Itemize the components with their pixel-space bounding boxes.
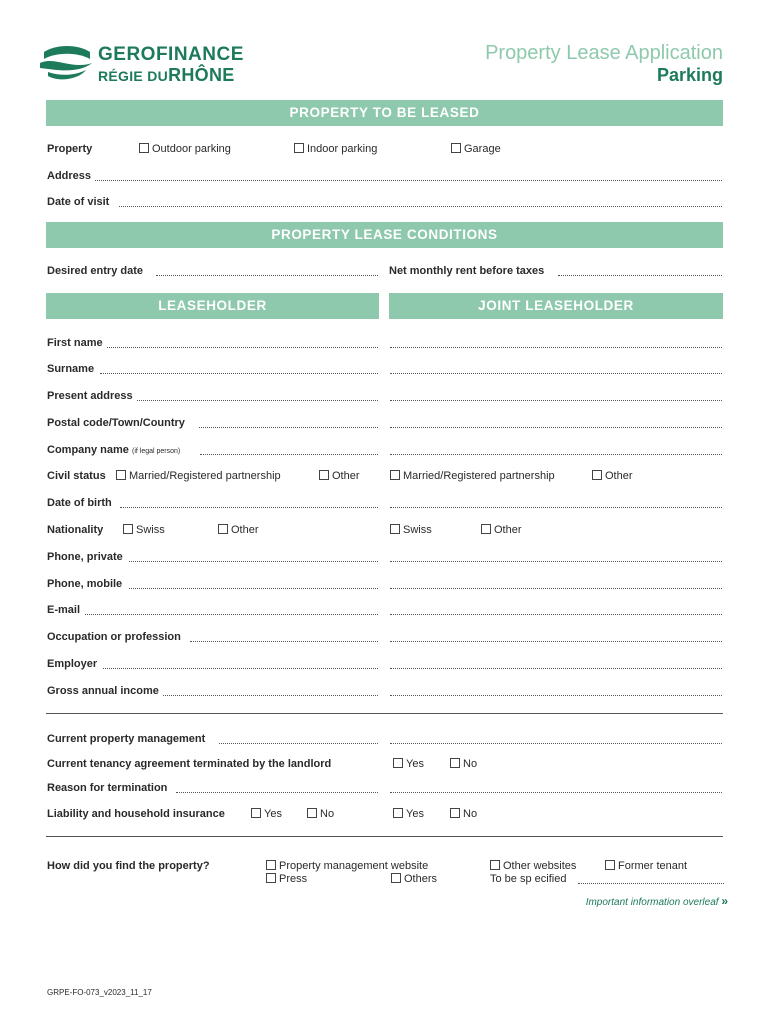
company-field[interactable] xyxy=(200,454,378,455)
section-conditions: PROPERTY LEASE CONDITIONS xyxy=(46,222,723,248)
option-label: Yes xyxy=(406,758,424,770)
option-label: Property management website xyxy=(279,860,429,872)
joint-civil-other[interactable] xyxy=(592,470,633,483)
income-label: Gross annual income xyxy=(47,685,159,697)
present-address-field[interactable] xyxy=(137,400,378,401)
terminated-label: Current tenancy agreement terminated by the landlord xyxy=(47,758,332,770)
joint-present-address-field[interactable] xyxy=(390,400,722,401)
entry-label: Desired entry date xyxy=(47,265,143,277)
section-leaseholder: LEASEHOLDER xyxy=(46,293,379,319)
company-text: Company name xyxy=(47,444,129,456)
option-label: Married/Registered partnership xyxy=(129,470,281,482)
joint-nat-swiss[interactable] xyxy=(390,524,432,537)
phone-mobile-field[interactable] xyxy=(129,588,378,589)
reason-field[interactable] xyxy=(176,792,378,793)
joint-employer-field[interactable] xyxy=(390,668,722,669)
address-field[interactable] xyxy=(95,180,722,181)
joint-phone-private-field[interactable] xyxy=(390,561,722,562)
occupation-field[interactable] xyxy=(190,641,378,642)
postal-field[interactable] xyxy=(199,427,378,428)
joint-current-management-field[interactable] xyxy=(390,743,722,744)
option-label: No xyxy=(463,808,478,820)
first-name-label: First name xyxy=(47,337,103,349)
joint-insurance-no[interactable] xyxy=(450,808,477,821)
joint-postal-field[interactable] xyxy=(390,427,722,428)
option-label: Other websites xyxy=(503,860,577,872)
overleaf-note[interactable] xyxy=(586,895,728,909)
company-label xyxy=(47,444,180,458)
checkbox[interactable] xyxy=(450,758,460,768)
joint-income-field[interactable] xyxy=(390,695,722,696)
checkbox[interactable] xyxy=(116,470,126,480)
nat-swiss[interactable] xyxy=(123,524,165,537)
checkbox[interactable] xyxy=(481,524,491,534)
insurance-no[interactable] xyxy=(307,808,334,821)
civil-other[interactable] xyxy=(319,470,360,483)
checkbox[interactable] xyxy=(294,143,304,153)
section-property: PROPERTY TO BE LEASED xyxy=(46,100,723,126)
option-garage[interactable] xyxy=(451,143,501,156)
visit-field[interactable] xyxy=(119,206,722,207)
option-label: Garage xyxy=(464,143,501,155)
found-former-tenant[interactable] xyxy=(605,860,687,873)
option-label: Swiss xyxy=(403,524,432,536)
checkbox[interactable] xyxy=(307,808,317,818)
postal-label: Postal code/Town/Country xyxy=(47,417,185,429)
occupation-label: Occupation or profession xyxy=(47,631,181,643)
joint-civil-married[interactable] xyxy=(390,470,555,483)
terminated-yes[interactable] xyxy=(393,758,424,771)
nationality-label: Nationality xyxy=(47,524,104,536)
checkbox[interactable] xyxy=(393,758,403,768)
rent-field[interactable] xyxy=(558,275,722,276)
property-label: Property xyxy=(47,143,93,155)
option-label: Married/Registered partnership xyxy=(403,470,555,482)
checkbox[interactable] xyxy=(139,143,149,153)
logo-mark-icon xyxy=(38,46,94,82)
checkbox[interactable] xyxy=(391,873,401,883)
email-field[interactable] xyxy=(85,614,378,615)
insurance-label: Liability and household insurance xyxy=(47,808,225,820)
first-name-field[interactable] xyxy=(107,347,378,348)
option-label: No xyxy=(463,758,478,770)
visit-label: Date of visit xyxy=(47,196,110,208)
dob-label: Date of birth xyxy=(47,497,112,509)
found-press[interactable] xyxy=(266,873,307,886)
insurance-yes[interactable] xyxy=(251,808,282,821)
joint-phone-mobile-field[interactable] xyxy=(390,588,722,589)
option-label: Press xyxy=(279,873,308,885)
phone-mobile-label: Phone, mobile xyxy=(47,578,123,590)
address-label: Address xyxy=(47,170,92,182)
option-label: Swiss xyxy=(136,524,165,536)
phone-private-field[interactable] xyxy=(129,561,378,562)
overleaf-text: Important information overleaf xyxy=(585,897,719,908)
joint-email-field[interactable] xyxy=(390,614,722,615)
terminated-no[interactable] xyxy=(450,758,477,771)
divider xyxy=(46,836,723,837)
option-label: Yes xyxy=(264,808,282,820)
specify-field[interactable] xyxy=(578,883,724,884)
form-code: GRPE-FO-073_v2023_11_17 xyxy=(47,988,152,997)
current-management-field[interactable] xyxy=(219,743,378,744)
checkbox[interactable] xyxy=(450,808,460,818)
address-present-label: Present address xyxy=(47,390,133,402)
checkbox[interactable] xyxy=(592,470,602,480)
phone-private-label: Phone, private xyxy=(47,551,123,563)
brand-line1: GEROFINANCE xyxy=(98,44,244,65)
joint-insurance-yes[interactable] xyxy=(393,808,424,821)
option-label: Indoor parking xyxy=(307,143,378,155)
option-label: Other xyxy=(332,470,360,482)
section-joint: JOINT LEASEHOLDER xyxy=(389,293,723,319)
company-note: (if legal person) xyxy=(131,448,181,455)
option-label: Outdoor parking xyxy=(152,143,231,155)
found-question: How did you find the property? xyxy=(47,860,210,872)
option-outdoor[interactable] xyxy=(139,143,231,156)
reason-label: Reason for termination xyxy=(47,782,168,794)
joint-reason-field[interactable] xyxy=(390,792,722,793)
income-field[interactable] xyxy=(163,695,378,696)
option-label: No xyxy=(320,808,335,820)
dob-field[interactable] xyxy=(120,507,378,508)
checkbox[interactable] xyxy=(490,860,500,870)
joint-surname-field[interactable] xyxy=(390,373,722,374)
checkbox[interactable] xyxy=(266,860,276,870)
checkbox[interactable] xyxy=(605,860,615,870)
checkbox[interactable] xyxy=(319,470,329,480)
option-label: Others xyxy=(404,873,438,885)
found-other-websites[interactable] xyxy=(490,860,576,873)
rent-label: Net monthly rent before taxes xyxy=(389,265,545,277)
joint-first-name-field[interactable] xyxy=(390,347,722,348)
divider xyxy=(46,713,723,714)
civil-married[interactable] xyxy=(116,470,281,483)
entry-field[interactable] xyxy=(156,275,378,276)
option-label: Other xyxy=(605,470,633,482)
brand-line2 xyxy=(98,65,235,86)
checkbox[interactable] xyxy=(218,524,228,534)
checkbox[interactable] xyxy=(251,808,261,818)
surname-field[interactable] xyxy=(100,373,378,374)
option-indoor[interactable] xyxy=(294,143,377,156)
joint-nat-other[interactable] xyxy=(481,524,522,537)
brand-line2-a: RÉGIE DU xyxy=(98,68,169,84)
checkbox[interactable] xyxy=(390,524,400,534)
brand-line2-b: RHÔNE xyxy=(168,65,235,85)
page-title: Property Lease Application xyxy=(485,42,723,64)
found-website[interactable] xyxy=(266,860,428,873)
option-label: Former tenant xyxy=(618,860,688,872)
option-label: Other xyxy=(231,524,259,536)
found-others[interactable] xyxy=(391,873,437,886)
checkbox[interactable] xyxy=(123,524,133,534)
option-label: Yes xyxy=(406,808,424,820)
joint-company-field[interactable] xyxy=(390,454,722,455)
email-label: E-mail xyxy=(47,604,81,616)
checkbox[interactable] xyxy=(451,143,461,153)
checkbox[interactable] xyxy=(393,808,403,818)
joint-dob-field[interactable] xyxy=(390,507,722,508)
double-chevron-icon: » xyxy=(721,894,728,908)
checkbox[interactable] xyxy=(390,470,400,480)
employer-field[interactable] xyxy=(103,668,378,669)
civil-label: Civil status xyxy=(47,470,106,482)
specify-label: To be sp ecified xyxy=(490,873,567,885)
joint-occupation-field[interactable] xyxy=(390,641,722,642)
surname-label: Surname xyxy=(47,363,95,375)
page-subtitle: Parking xyxy=(656,65,723,85)
employer-label: Employer xyxy=(47,658,98,670)
current-management-label: Current property management xyxy=(47,733,206,745)
option-label: Other xyxy=(494,524,522,536)
nat-other[interactable] xyxy=(218,524,259,537)
checkbox[interactable] xyxy=(266,873,276,883)
